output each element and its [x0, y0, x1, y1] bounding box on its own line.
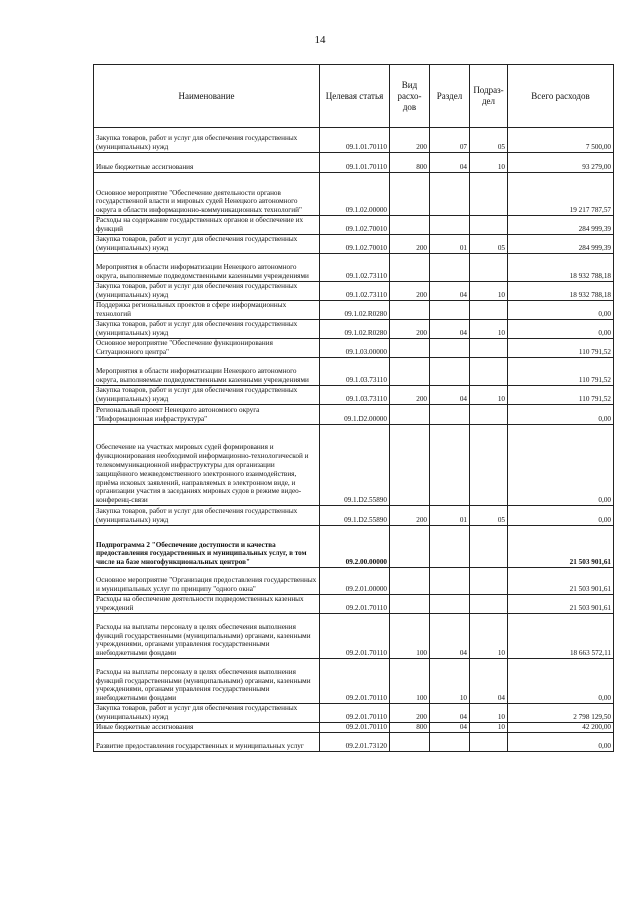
cell-target: 09.1.D2.55890: [320, 506, 390, 526]
cell-section: 10: [430, 659, 470, 704]
cell-total: 284 999,39: [508, 235, 614, 254]
cell-name: Закупка товаров, работ и услуг для обеспечения государственных (муниципальных) нужд: [94, 506, 320, 526]
table-row: [94, 704, 614, 723]
cell-name: Поддержка региональных проектов в сфере информационных технологий: [94, 301, 320, 320]
cell-type: [390, 358, 430, 386]
table-row: [94, 358, 614, 386]
header-subsection: Подраз-дел: [470, 65, 508, 128]
header-name: Наименование: [94, 65, 320, 128]
table-row: [94, 595, 614, 614]
cell-subsection: [470, 216, 508, 235]
cell-type: [390, 173, 430, 216]
cell-name: Региональный проект Ненецкого автономного округа "Информационная инфраструктура": [94, 405, 320, 425]
table-row: [94, 235, 614, 254]
cell-subsection: 10: [470, 704, 508, 723]
cell-name: Основное мероприятие "Организация предоставления государственных и муниципальных услуг по принципу "одного окна": [94, 568, 320, 595]
cell-type: 200: [390, 704, 430, 723]
cell-type: 100: [390, 614, 430, 659]
cell-name: Подпрограмма 2 "Обеспечение доступности и качества предоставления государственных и муниципальных услуг, в том числе на базе многофункциональных центров": [94, 526, 320, 568]
cell-target: 09.2.00.00000: [320, 526, 390, 568]
table-row: [94, 386, 614, 405]
header-section: Раздел: [430, 65, 470, 128]
table-row: [94, 153, 614, 173]
cell-target: 09.2.01.70110: [320, 659, 390, 704]
header-row: [94, 65, 614, 128]
cell-name: Закупка товаров, работ и услуг для обеспечения государственных (муниципальных) нужд: [94, 386, 320, 405]
cell-type: [390, 405, 430, 425]
cell-subsection: [470, 526, 508, 568]
cell-total: 0,00: [508, 405, 614, 425]
table-row: [94, 405, 614, 425]
cell-subsection: [470, 339, 508, 358]
table-row: [94, 723, 614, 733]
table-body: [94, 128, 614, 752]
page-number: 14: [314, 34, 326, 46]
table-row: [94, 425, 614, 506]
cell-total: 0,00: [508, 425, 614, 506]
cell-subsection: 10: [470, 282, 508, 301]
cell-total: 18 932 788,18: [508, 282, 614, 301]
cell-type: 800: [390, 723, 430, 733]
cell-name: Расходы на выплаты персоналу в целях обеспечения выполнения функций государственными (муниципальными) органами, казенными учреждениями, органами управления государственными внебюджетными фондами: [94, 614, 320, 659]
cell-type: [390, 301, 430, 320]
cell-subsection: 05: [470, 506, 508, 526]
cell-name: Закупка товаров, работ и услуг для обеспечения государственных (муниципальных) нужд: [94, 128, 320, 153]
cell-section: 04: [430, 282, 470, 301]
cell-section: [430, 405, 470, 425]
table-row: [94, 659, 614, 704]
cell-section: [430, 595, 470, 614]
cell-type: 200: [390, 235, 430, 254]
cell-type: [390, 254, 430, 282]
cell-subsection: 10: [470, 614, 508, 659]
cell-type: 200: [390, 386, 430, 405]
cell-subsection: 10: [470, 153, 508, 173]
cell-type: 800: [390, 153, 430, 173]
cell-target: 09.1.01.70110: [320, 153, 390, 173]
cell-target: 09.1.02.70010: [320, 216, 390, 235]
cell-section: [430, 526, 470, 568]
cell-section: 04: [430, 704, 470, 723]
cell-subsection: [470, 595, 508, 614]
cell-subsection: [470, 405, 508, 425]
cell-type: [390, 339, 430, 358]
cell-total: 18 663 572,11: [508, 614, 614, 659]
cell-total: 21 503 901,61: [508, 595, 614, 614]
cell-type: [390, 568, 430, 595]
cell-section: 01: [430, 235, 470, 254]
cell-section: [430, 254, 470, 282]
cell-total: 110 791,52: [508, 386, 614, 405]
cell-type: [390, 425, 430, 506]
cell-type: 100: [390, 659, 430, 704]
header-target: Целевая статья: [320, 65, 390, 128]
cell-subsection: 10: [470, 723, 508, 733]
cell-target: 09.1.02.R0280: [320, 301, 390, 320]
cell-total: 21 503 901,61: [508, 568, 614, 595]
cell-section: 07: [430, 128, 470, 153]
table-row: [94, 128, 614, 153]
cell-name: Закупка товаров, работ и услуг для обеспечения государственных (муниципальных) нужд: [94, 282, 320, 301]
cell-section: [430, 425, 470, 506]
header-type: Вид расхо-дов: [390, 65, 430, 128]
cell-section: 04: [430, 614, 470, 659]
cell-name: Расходы на обеспечение деятельности подведомственных казенных учреждений: [94, 595, 320, 614]
table-row: [94, 614, 614, 659]
header-total: Всего расходов: [508, 65, 614, 128]
cell-section: 04: [430, 386, 470, 405]
cell-total: 42 200,00: [508, 723, 614, 733]
cell-name: Расходы на содержание государственных органов и обеспечение их функций: [94, 216, 320, 235]
cell-name: Мероприятия в области информатизации Ненецкого автономного округа, выполняемые подведомственными казенными учреждениями: [94, 358, 320, 386]
cell-subsection: [470, 425, 508, 506]
cell-subsection: 04: [470, 659, 508, 704]
cell-target: 09.1.D2.00000: [320, 405, 390, 425]
cell-target: 09.1.02.00000: [320, 173, 390, 216]
cell-total: 0,00: [508, 320, 614, 339]
cell-subsection: 05: [470, 235, 508, 254]
cell-section: 01: [430, 506, 470, 526]
cell-total: 0,00: [508, 733, 614, 752]
cell-subsection: [470, 568, 508, 595]
cell-name: Иные бюджетные ассигнования: [94, 723, 320, 733]
cell-type: 200: [390, 128, 430, 153]
cell-subsection: 05: [470, 128, 508, 153]
cell-name: Обеспечение на участках мировых судей формирования и функционирования необходимой информационно-технологической и телекоммуникационной инфраструктуры для организации защищённого межведомственного электронного взаимодействия, приёма исковых заявлений, направляемых в электронном виде, и организации участия в заседаниях мировых судов в режиме видео-конференц-связи: [94, 425, 320, 506]
cell-total: 0,00: [508, 659, 614, 704]
cell-section: [430, 568, 470, 595]
cell-total: 0,00: [508, 506, 614, 526]
cell-target: 09.1.03.73110: [320, 386, 390, 405]
cell-target: 09.1.03.73110: [320, 358, 390, 386]
cell-name: Закупка товаров, работ и услуг для обеспечения государственных (муниципальных) нужд: [94, 235, 320, 254]
cell-target: 09.1.02.70010: [320, 235, 390, 254]
table-row: [94, 282, 614, 301]
cell-name: Основное мероприятие "Обеспечение деятельности органов государственной власти и мировых судей Ненецкого автономного округа в области информационно-коммуникационных технологий": [94, 173, 320, 216]
cell-target: 09.1.D2.55890: [320, 425, 390, 506]
cell-target: 09.2.01.00000: [320, 568, 390, 595]
cell-target: 09.1.02.73110: [320, 282, 390, 301]
cell-type: [390, 216, 430, 235]
cell-subsection: [470, 358, 508, 386]
cell-subsection: 10: [470, 386, 508, 405]
cell-type: [390, 526, 430, 568]
cell-subsection: [470, 173, 508, 216]
cell-subsection: [470, 254, 508, 282]
cell-type: 200: [390, 506, 430, 526]
cell-total: 18 932 788,18: [508, 254, 614, 282]
table-row: [94, 301, 614, 320]
budget-table: [93, 64, 614, 752]
cell-name: Расходы на выплаты персоналу в целях обеспечения выполнения функций государственными (муниципальными) органами, казенными учреждениями, органами управления государственными внебюджетными фондами: [94, 659, 320, 704]
cell-target: 09.1.03.00000: [320, 339, 390, 358]
cell-section: [430, 301, 470, 320]
cell-section: [430, 339, 470, 358]
cell-section: [430, 733, 470, 752]
table-row: [94, 216, 614, 235]
cell-name: Закупка товаров, работ и услуг для обеспечения государственных (муниципальных) нужд: [94, 320, 320, 339]
cell-total: 93 279,00: [508, 153, 614, 173]
cell-target: 09.1.02.73110: [320, 254, 390, 282]
cell-type: 200: [390, 320, 430, 339]
cell-total: 110 791,52: [508, 339, 614, 358]
table-row: [94, 320, 614, 339]
cell-section: [430, 173, 470, 216]
cell-target: 09.2.01.70110: [320, 595, 390, 614]
cell-subsection: [470, 733, 508, 752]
cell-name: Развитие предоставления государственных и муниципальных услуг: [94, 733, 320, 752]
cell-section: 04: [430, 320, 470, 339]
cell-type: [390, 733, 430, 752]
table-row: [94, 568, 614, 595]
cell-target: 09.1.02.R0280: [320, 320, 390, 339]
cell-target: 09.2.01.70110: [320, 614, 390, 659]
table-row: [94, 173, 614, 216]
cell-name: Иные бюджетные ассигнования: [94, 153, 320, 173]
cell-target: 09.2.01.73120: [320, 733, 390, 752]
cell-name: Основное мероприятие "Обеспечение функционирования Ситуационного центра": [94, 339, 320, 358]
cell-target: 09.2.01.70110: [320, 704, 390, 723]
cell-section: 04: [430, 153, 470, 173]
cell-name: Закупка товаров, работ и услуг для обеспечения государственных (муниципальных) нужд: [94, 704, 320, 723]
table-row: [94, 506, 614, 526]
cell-total: 19 217 787,57: [508, 173, 614, 216]
cell-target: 09.2.01.70110: [320, 723, 390, 733]
cell-subsection: [470, 301, 508, 320]
table-row: [94, 254, 614, 282]
table-row: [94, 733, 614, 752]
cell-total: 284 999,39: [508, 216, 614, 235]
cell-type: [390, 595, 430, 614]
table-row: [94, 526, 614, 568]
cell-subsection: 10: [470, 320, 508, 339]
cell-section: 04: [430, 723, 470, 733]
cell-total: 0,00: [508, 301, 614, 320]
cell-name: Мероприятия в области информатизации Ненецкого автономного округа, выполняемые подведомственными казенными учреждениями: [94, 254, 320, 282]
table-row: [94, 339, 614, 358]
cell-total: 110 791,52: [508, 358, 614, 386]
cell-total: 7 500,00: [508, 128, 614, 153]
cell-type: 200: [390, 282, 430, 301]
cell-section: [430, 358, 470, 386]
cell-total: 2 798 129,50: [508, 704, 614, 723]
cell-section: [430, 216, 470, 235]
cell-total: 21 503 901,61: [508, 526, 614, 568]
cell-target: 09.1.01.70110: [320, 128, 390, 153]
